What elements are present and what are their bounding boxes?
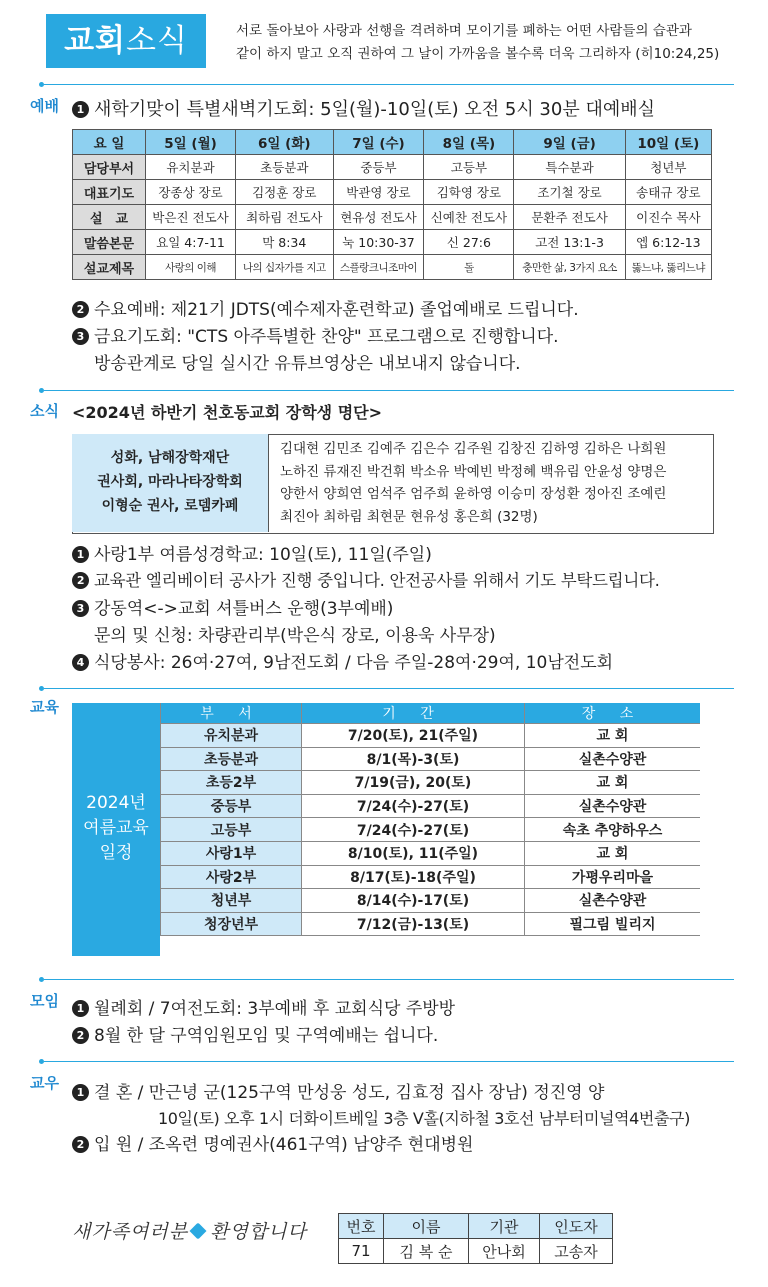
section-divider	[44, 979, 734, 980]
table-cell: 71	[339, 1239, 384, 1264]
table-cell: 조기철 장로	[514, 180, 625, 205]
news-item-3	[72, 596, 393, 622]
names-line: 양한서 양희연 엄석주 엄주희 윤하영 이승미 장성환 정아진 조예린	[280, 486, 667, 502]
table-header-row	[73, 130, 712, 155]
meeting-label: 모임	[30, 992, 59, 1010]
welcome-text-a: 새가족여러분	[72, 1221, 189, 1243]
dawn-prayer-schedule-table	[72, 129, 712, 280]
table-header-cell: 7일 (수)	[333, 130, 424, 155]
number-2-icon: 2	[72, 1027, 89, 1044]
number-3-icon: 3	[72, 328, 89, 345]
names-line: 노하진 류재진 박건휘 박소유 박예빈 박정혜 백유림 안윤성 양명은	[280, 463, 667, 480]
table-header-cell: 이름	[384, 1214, 469, 1239]
sponsor-3: 이형순 권사, 로뎀카페	[101, 498, 239, 514]
side-title-line: 2024년	[86, 793, 146, 813]
meeting-item-1-text: 월례회 / 7여전도회: 3부예배 후 교회식당 주방방	[94, 999, 456, 1019]
section-divider	[44, 688, 734, 689]
table-cell: 김 복 순	[384, 1239, 469, 1264]
table-row	[73, 230, 712, 255]
section-divider	[44, 1061, 734, 1062]
table-cell: 7/12(금)-13(토)	[302, 912, 525, 936]
news-item-2	[72, 568, 660, 594]
table-row	[73, 205, 712, 230]
worship-label: 예배	[30, 97, 59, 115]
news-item-4	[72, 650, 613, 676]
row-header: 설 교	[73, 205, 146, 230]
meeting-item-1	[72, 996, 455, 1022]
table-row	[73, 180, 712, 205]
table-row	[161, 841, 701, 865]
table-cell: 청년부	[625, 155, 711, 180]
table-cell: 초등2부	[161, 771, 302, 795]
section-divider	[44, 390, 734, 391]
table-cell: 고등부	[161, 818, 302, 842]
scholarship-sponsors	[72, 434, 269, 532]
worship-item-1-text: 새학기맞이 특별새벽기도회: 5일(월)-10일(토) 오전 5시 30분 대예배실	[94, 99, 656, 120]
section-divider	[44, 84, 734, 85]
table-cell: 특수분과	[514, 155, 625, 180]
table-cell: 8/17(토)-18(주일)	[302, 865, 525, 889]
verse-line-1: 서로 돌아보아 사랑과 선행을 격려하며 모이기를 폐하는 어떤 사람들의 습관과	[236, 23, 692, 39]
number-2-icon: 2	[72, 572, 89, 589]
table-row	[161, 771, 701, 795]
meeting-item-2	[72, 1023, 438, 1049]
number-4-icon: 4	[72, 654, 89, 671]
table-cell: 중등부	[333, 155, 424, 180]
table-header-cell: 요 일	[73, 130, 146, 155]
table-cell: 김정훈 장로	[236, 180, 333, 205]
table-cell: 7/19(금), 20(토)	[302, 771, 525, 795]
table-cell: 장종상 장로	[146, 180, 236, 205]
scholarship-names	[280, 438, 710, 528]
table-cell: 충만한 삶, 3가지 요소	[514, 255, 625, 280]
table-cell: 7/24(수)-27(토)	[302, 818, 525, 842]
table-row	[161, 794, 701, 818]
row-header: 설교제목	[73, 255, 146, 280]
table-cell: 이진수 목사	[625, 205, 711, 230]
members-item-1-text: 결 혼 / 만근녕 군(125구역 만성웅 성도, 김효정 집사 장남) 정진영 양	[94, 1083, 605, 1103]
table-cell: 8/1(목)-3(토)	[302, 747, 525, 771]
welcome-message	[72, 1217, 307, 1244]
table-header-cell: 5일 (월)	[146, 130, 236, 155]
table-cell: 사랑1부	[161, 841, 302, 865]
table-cell: 교 회	[525, 771, 701, 795]
table-cell: 신예찬 전도사	[424, 205, 514, 230]
summer-education-table	[160, 703, 700, 936]
table-cell: 신 27:6	[424, 230, 514, 255]
news-item-1	[72, 542, 432, 568]
table-row	[73, 255, 712, 280]
table-row	[161, 747, 701, 771]
news-item-3-text: 강동역<->교회 셔틀버스 운행(3부예배)	[94, 599, 394, 619]
education-label: 교육	[30, 698, 59, 716]
news-item-1-text: 사랑1부 여름성경학교: 10일(토), 11일(주일)	[94, 545, 432, 565]
row-header: 대표기도	[73, 180, 146, 205]
table-row	[161, 912, 701, 936]
table-header-row	[339, 1214, 613, 1239]
number-1-icon: 1	[72, 546, 89, 563]
table-cell: 실촌수양관	[525, 889, 701, 913]
worship-item-3	[72, 324, 559, 350]
table-cell: 박관영 장로	[333, 180, 424, 205]
table-cell: 초등분과	[161, 747, 302, 771]
members-item-2-text: 입 원 / 조옥련 명예권사(461구역) 남양주 현대병원	[94, 1135, 474, 1155]
table-header-cell: 기 간	[302, 703, 525, 724]
table-cell: 스플랑크니조마이	[333, 255, 424, 280]
table-cell: 청장년부	[161, 912, 302, 936]
number-3-icon: 3	[72, 600, 89, 617]
worship-item-3b: 방송관계로 당일 실시간 유튜브영상은 내보내지 않습니다.	[94, 354, 521, 374]
table-header-cell: 부 서	[161, 703, 302, 724]
news-item-4-text: 식당봉사: 26여·27여, 9남전도회 / 다음 주일-28여·29여, 10남전도회	[94, 653, 614, 673]
news-item-2-text: 교육관 엘리베이터 공사가 진행 중입니다. 안전공사를 위해서 기도 부탁드립니다.	[94, 571, 660, 590]
members-item-2	[72, 1132, 473, 1158]
members-item-1b: 10일(토) 오후 1시 더화이트베일 3층 V홀(지하철 3호선 남부터미널역4번출구)	[158, 1109, 690, 1128]
heart-icon	[190, 1223, 207, 1240]
table-cell: 돌	[424, 255, 514, 280]
education-side-title	[72, 703, 160, 956]
table-cell: 송태규 장로	[625, 180, 711, 205]
table-row	[161, 818, 701, 842]
table-header-cell: 8일 (목)	[424, 130, 514, 155]
table-cell: 중등부	[161, 794, 302, 818]
table-cell: 사랑2부	[161, 865, 302, 889]
table-cell: 사랑의 이해	[146, 255, 236, 280]
table-cell: 교 회	[525, 841, 701, 865]
new-member-table	[338, 1213, 613, 1264]
table-header-cell: 10일 (토)	[625, 130, 711, 155]
table-cell: 김학영 장로	[424, 180, 514, 205]
bible-verse	[236, 20, 756, 66]
table-row	[73, 155, 712, 180]
table-cell: 최하림 전도사	[236, 205, 333, 230]
table-cell: 엡 6:12-13	[625, 230, 711, 255]
verse-line-2: 같이 하지 말고 오직 권하여 그 날이 가까움을 볼수록 더욱 그리하자 (히10:24,25)	[236, 46, 720, 62]
table-header-cell: 번호	[339, 1214, 384, 1239]
table-cell: 교 회	[525, 724, 701, 748]
side-title-line: 일정	[99, 843, 133, 863]
number-2-icon: 2	[72, 1136, 89, 1153]
table-header-cell: 기관	[469, 1214, 540, 1239]
table-cell: 뚫느냐, 뚫리느냐	[625, 255, 711, 280]
row-header: 담당부서	[73, 155, 146, 180]
table-cell: 초등분과	[236, 155, 333, 180]
title-thin: 소식	[126, 23, 188, 59]
table-header-row	[161, 703, 701, 724]
sponsor-2: 권사회, 마라나타장학회	[97, 474, 243, 490]
table-cell: 8/10(토), 11(주일)	[302, 841, 525, 865]
worship-item-3-text: 금요기도회: "CTS 아주특별한 찬양" 프로그램으로 진행합니다.	[94, 327, 559, 347]
sponsor-1: 성화, 남해장학재단	[110, 450, 230, 466]
table-header-cell: 9일 (금)	[514, 130, 625, 155]
table-cell: 요일 4:7-11	[146, 230, 236, 255]
worship-item-2-text: 수요예배: 제21기 JDTS(예수제자훈련학교) 졸업예배로 드립니다.	[94, 300, 579, 320]
table-cell: 현유성 전도사	[333, 205, 424, 230]
table-row	[161, 724, 701, 748]
members-label: 교우	[30, 1074, 59, 1092]
news-item-3b: 문의 및 신청: 차량관리부(박은식 장로, 이용욱 사무장)	[94, 626, 496, 646]
table-cell: 8/14(수)-17(토)	[302, 889, 525, 913]
table-header-cell: 6일 (화)	[236, 130, 333, 155]
table-cell: 고등부	[424, 155, 514, 180]
table-row	[339, 1239, 613, 1264]
table-cell: 실촌수양관	[525, 747, 701, 771]
table-row	[161, 889, 701, 913]
table-header-cell: 장 소	[525, 703, 701, 724]
side-title-line: 여름교육	[83, 818, 149, 838]
table-cell: 막 8:34	[236, 230, 333, 255]
table-cell: 나의 십자가를 지고	[236, 255, 333, 280]
row-header: 말씀본문	[73, 230, 146, 255]
section-title-box	[46, 14, 206, 68]
table-cell: 가평우리마을	[525, 865, 701, 889]
meeting-item-2-text: 8월 한 달 구역임원모임 및 구역예배는 쉽니다.	[94, 1026, 439, 1046]
table-row	[161, 865, 701, 889]
news-label: 소식	[30, 402, 59, 420]
table-cell: 유치분과	[161, 724, 302, 748]
table-cell: 7/20(토), 21(주일)	[302, 724, 525, 748]
title-bold: 교회	[64, 23, 126, 59]
table-cell: 고송자	[540, 1239, 613, 1264]
table-cell: 문환주 전도사	[514, 205, 625, 230]
number-1-icon: 1	[72, 1000, 89, 1017]
members-item-1	[72, 1080, 604, 1106]
table-cell: 박은진 전도사	[146, 205, 236, 230]
number-1-icon: 1	[72, 101, 89, 118]
names-line: 최진아 최하림 최현문 현유성 홍은희 (32명)	[280, 508, 538, 525]
table-cell: 실촌수양관	[525, 794, 701, 818]
table-cell: 필그림 빌리지	[525, 912, 701, 936]
names-line: 김대현 김민조 김예주 김은수 김주원 김창진 김하영 김하은 나희원	[280, 441, 667, 457]
table-cell: 안나회	[469, 1239, 540, 1264]
table-cell: 눅 10:30-37	[333, 230, 424, 255]
table-header-cell: 인도자	[540, 1214, 613, 1239]
number-1-icon: 1	[72, 1084, 89, 1101]
table-cell: 고전 13:1-3	[514, 230, 625, 255]
table-cell: 속초 추양하우스	[525, 818, 701, 842]
scholarship-title: <2024년 하반기 천호동교회 장학생 명단>	[72, 403, 383, 422]
table-cell: 유치분과	[146, 155, 236, 180]
number-2-icon: 2	[72, 301, 89, 318]
worship-item-1	[72, 97, 655, 123]
welcome-text-b: 환영합니다	[210, 1221, 307, 1243]
worship-item-2	[72, 297, 579, 323]
table-cell: 7/24(수)-27(토)	[302, 794, 525, 818]
table-cell: 청년부	[161, 889, 302, 913]
